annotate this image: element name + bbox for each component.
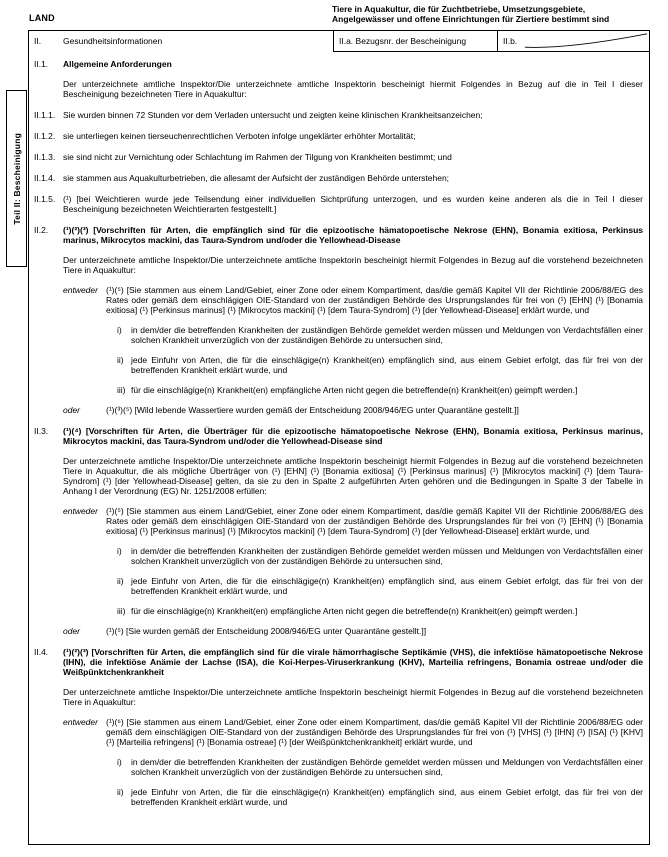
section-intro: Der unterzeichnete amtliche Inspektor/Die unterzeichnete amtliche Inspektorin bescheinigt hiermit Folgendes in Bezug auf die vorstehend bezeichneten Tiere in Aquakultur, die als mögliche Überträger von (¹) [EHN] (¹) [Bonamia exitiosa] (¹) [Perkinsus marinus] (¹) [Mikrocytos mackini] (¹) [dem Taura-Syndrom] (¹) [der Yellowhead-Disease] gelten, da sie zu den in Spalte 2 aufgeführten Arten gehören und die Bedingungen in Spalte 3 der Tabelle in Anhang I der Verordnung (EG) Nr. 1251/2008 erfüllen:: [63, 456, 643, 496]
subclause-i: [117, 757, 643, 777]
choice-label: oder: [63, 626, 81, 636]
subclause-label: iii): [117, 385, 126, 395]
section-ii-2: [34, 225, 643, 415]
subclause-text: jede Einfuhr von Arten, die für die einschlägige(n) Krankheit(en) empfänglich sind, aus einem Gebiet erfolgt, das für frei von der betreffenden Krankheit erklärt wurde, und: [131, 787, 643, 807]
clause-text: sie unterliegen keinen tierseuchenrechtlichen Verboten infolge ungeklärter erhöhter Mortalität;: [63, 131, 416, 141]
subclause-label: ii): [117, 355, 124, 365]
choice-text: (¹)(⁵) [Sie stammen aus einem Land/Gebiet, einer Zone oder einem Kompartiment, das/die gemäß Kapitel VII der Richtlinie 2006/88/EG des Rates oder gemäß dem einschlägigen OIE-Standard von der zuständigen Behörde des Ursprungslandes für frei von (¹) [EHN] (¹) [Bonamia exitiosa] (¹) [Perkinsus marinus] (¹) [Mikrocytos mackini] (¹) [dem Taura-Syndrom] (¹) [der Yellowhead-Disease] erklärt wurde, und: [106, 285, 643, 315]
subclause-i: [117, 546, 643, 566]
subclause-label: i): [117, 757, 122, 767]
subclause-label: i): [117, 546, 122, 556]
diagonal-strikethrough-line: [498, 31, 649, 51]
section-heading: Allgemeine Anforderungen: [63, 59, 172, 69]
clause-number: II.1.4.: [34, 173, 56, 183]
choice-label: entweder: [63, 717, 98, 727]
choice-label: oder: [63, 405, 81, 415]
subclause-label: ii): [117, 787, 124, 797]
section-number: II.1.: [34, 59, 49, 69]
document-title-line-2: Angelgewässer und offene Einrichtungen für Ziertiere bestimmt sind: [332, 14, 610, 24]
choice-label: entweder: [63, 506, 98, 516]
subclause-text: jede Einfuhr von Arten, die für die einschlägige(n) Krankheit(en) empfänglich sind, aus einem Gebiet erfolgt, das für frei von der betreffenden Krankheit erklärt wurde, und: [131, 355, 643, 375]
subclause-text: für die einschlägige(n) Krankheit(en) empfängliche Arten nicht gegen die betreffende(n) Krankheit(en) geimpft werden.]: [131, 385, 578, 395]
reference-number-cell: II.a. Bezugsnr. der Bescheinigung: [333, 31, 497, 52]
subclause-text: in dem/der die betreffenden Krankheiten der zuständigen Behörde gemeldet werden müssen und Meldungen von Verdachtsfällen einer solchen Krankheit unverzüglich von der zuständigen Behörde zu untersuchen sind,: [131, 325, 643, 345]
subclause-label: i): [117, 325, 122, 335]
subclause-ii: [117, 355, 643, 375]
choice-entweder: [63, 506, 643, 616]
subclause-ii: [117, 787, 643, 807]
choice-oder: [63, 405, 643, 415]
section-number: II.2.: [34, 225, 49, 235]
iib-label: II.b.: [503, 36, 518, 46]
section-intro: Der unterzeichnete amtliche Inspektor/Die unterzeichnete amtliche Inspektorin bescheinigt hiermit Folgendes in Bezug auf die vorstehend bezeichneten Tiere in Aquakultur:: [63, 687, 643, 707]
subclause-iii: [117, 606, 643, 616]
choice-text: (¹)(⁶) [Sie stammen aus einem Land/Gebiet, einer Zone oder einem Kompartiment, das/die gemäß Kapitel VII der Richtlinie 2006/88/EG oder gemäß dem einschlägigen OIE-Standard von der zuständigen Behörde des Ursprungslandes für frei von (¹) [VHS] (¹) [IHN] (¹) [ISA] (¹) [KHV] (¹) [Marteilia refringens] (¹) [Bonamia ostreae] (¹) [der Weißpünktchenkrankheit] erklärt wurde, und: [106, 717, 643, 747]
section-heading: (¹)(²)(³) [Vorschriften für Arten, die empfänglich sind für die virale hämorrhagische Septikämie (VHS), die infektiöse hämatopoetische Nekrose (IHN), die infektiöse Anämie der Lachse (ISA), die Koi-Herpes-Viruserkrankung (KHV), Marteilia refringens, Bonamia ostreae und/oder die Weißpünktchenkrankheit: [63, 647, 643, 677]
section-heading: (¹)(⁴) [Vorschriften für Arten, die Überträger für die epizootische hämatopoetische Nekrose (EHN), Bonamia exitiosa, Perkinsus marinus, Mikrocytos mackini, das Taura-Syndrom und/oder die Yellowhead-Disease sind: [63, 426, 643, 446]
section-number: II.3.: [34, 426, 49, 436]
clause-ii-1-1: [34, 110, 643, 120]
clause-ii-1-5: [34, 194, 643, 214]
subclause-text: in dem/der die betreffenden Krankheiten der zuständigen Behörde gemeldet werden müssen und Meldungen von Verdachtsfällen einer solchen Krankheit unverzüglich von der zuständigen Behörde zu untersuchen sind,: [131, 546, 643, 566]
subclause-text: für die einschlägige(n) Krankheit(en) empfängliche Arten nicht gegen die betreffende(n) Krankheit(en) geimpft werden.]: [131, 606, 578, 616]
subclause-i: [117, 325, 643, 345]
clause-number: II.1.2.: [34, 131, 56, 141]
choice-entweder: [63, 285, 643, 395]
section-number: II.: [34, 36, 42, 46]
clause-number: II.1.1.: [34, 110, 56, 120]
section-heading: (¹)(²)(³) [Vorschriften für Arten, die empfänglich sind für die epizootische hämatopoetische Nekrose (EHN), Bonamia exitiosa, Perkinsus marinus, Mikrocytos mackini, das Taura-Syndrom und/oder die Yellowhead-Disease: [63, 225, 643, 245]
document-title-line-1: Tiere in Aquakultur, die für Zuchtbetriebe, Umsetzungsgebiete,: [332, 4, 586, 14]
clause-number: II.1.3.: [34, 152, 56, 162]
choice-label: entweder: [63, 285, 98, 295]
section-ii-4: [34, 647, 643, 807]
section-number: II.4.: [34, 647, 49, 657]
clause-ii-1-4: [34, 173, 643, 183]
clause-text: Sie wurden binnen 72 Stunden vor dem Verladen untersucht und zeigten keine klinischen Krankheitsanzeichen;: [63, 110, 483, 120]
part-ii-tab: [6, 90, 27, 267]
choice-oder: [63, 626, 643, 636]
choice-entweder: [63, 717, 643, 807]
clause-ii-1-3: [34, 152, 643, 162]
choice-text: (¹)(³)(⁵) [Wild lebende Wassertiere wurden gemäß der Entscheidung 2008/946/EG unter Quarantäne gestellt.]]: [106, 405, 519, 415]
clause-ii-1-2: [34, 131, 643, 141]
section-ii-1: [34, 59, 643, 99]
document-title: [332, 4, 650, 24]
section-label: Gesundheitsinformationen: [63, 36, 163, 46]
section-intro: Der unterzeichnete amtliche Inspektor/Die unterzeichnete amtliche Inspektorin bescheinigt hiermit Folgendes in Bezug auf die vorstehend bezeichneten Tiere in Aquakultur:: [63, 255, 643, 275]
subclause-iii: [117, 385, 643, 395]
certificate-table: [28, 30, 650, 845]
iib-cell: [497, 31, 649, 52]
part-ii-tab-label: Teil II: Bescheinigung: [11, 132, 22, 225]
clause-number: II.1.5.: [34, 194, 56, 204]
clause-text: sie stammen aus Aquakulturbetrieben, die allesamt der Aufsicht der zuständigen Behörde unterstehen;: [63, 173, 450, 183]
subclause-text: in dem/der die betreffenden Krankheiten der zuständigen Behörde gemeldet werden müssen und Meldungen von Verdachtsfällen einer solchen Krankheit unverzüglich von der zuständigen Behörde zu untersuchen sind,: [131, 757, 643, 777]
section-intro: Der unterzeichnete amtliche Inspektor/Die unterzeichnete amtliche Inspektorin bescheinigt hiermit Folgendes in Bezug auf die in Teil I dieser Bescheinigung bezeichneten Tiere in Aquakultur:: [63, 79, 643, 99]
clause-text: (¹) [bei Weichtieren wurde jede Teilsendung einer individuellen Sichtprüfung unterzogen, und es wurden keine anderen als die in Teil I dieser Bescheinigung bezeichneten Weichtierarten festgestellt.]: [63, 194, 643, 214]
subclause-text: jede Einfuhr von Arten, die für die einschlägige(n) Krankheit(en) empfänglich sind, aus einem Gebiet erfolgt, das für frei von der betreffenden Krankheit erklärt wurde, und: [131, 576, 643, 596]
choice-text: (¹)(⁵) [Sie stammen aus einem Land/Gebiet, einer Zone oder einem Kompartiment, das/die gemäß Kapitel VII der Richtlinie 2006/88/EG des Rates oder gemäß dem einschlägigen OIE-Standard von der zuständigen Behörde des Ursprungslandes für frei von (¹) [EHN] (¹) [Bonamia exitiosa] (¹) [Perkinsus marinus] (¹) [Mikrocytos mackini] (¹) [dem Taura-Syndrom] (¹) [der Yellowhead-Disease] erklärt wurde, und: [106, 506, 643, 536]
country-label: LAND: [29, 13, 55, 23]
choice-text: (¹)(⁵) [Sie wurden gemäß der Entscheidung 2008/946/EG unter Quarantäne gestellt.]]: [106, 626, 427, 636]
subclause-ii: [117, 576, 643, 596]
certificate-content: [29, 59, 649, 807]
section-ii-3: [34, 426, 643, 636]
clause-text: sie sind nicht zur Vernichtung oder Schlachtung im Rahmen der Tilgung von Krankheiten bestimmt; und: [63, 152, 452, 162]
subclause-label: iii): [117, 606, 126, 616]
subclause-label: ii): [117, 576, 124, 586]
